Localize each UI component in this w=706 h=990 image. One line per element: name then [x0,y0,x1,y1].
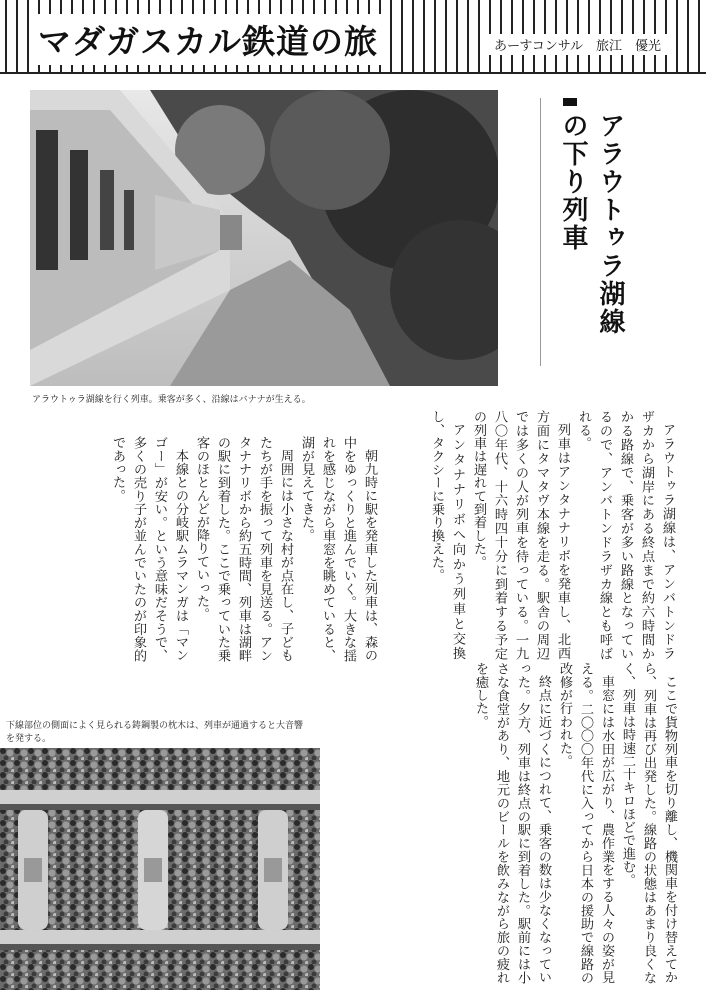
paragraph: 周囲には小さな村が点在し、子どもたちが手を振って列車を見送る。アンタナナリボから約五時間、列車は湖畔の駅に到着した。ここで乗っていた乗客のほとんどが降りていった。 [194,436,293,662]
train-photo-caption: アラウトゥラ湖線を行く列車。乗客が多く、沿線はバナナが生える。 [32,395,311,405]
article-title: マダガスカル鉄道の旅 [30,14,386,65]
paragraph: 本線との分岐駅ムラマンガは「マンゴー」が安い。という意味だそうで、多くの売り子が並んでいたのが印象的であった。 [110,436,188,662]
paragraph: 朝九時に駅を発車した列車は、森の中をゆっくりと進んでいく。大きな揺れを感じながら車窓を眺めていると、湖が見えてきた。 [299,436,377,662]
paragraph: ここで貨物列車を切り離し、機関車を付け替えてから、列車は再び出発した。線路の状態はあまり良くなく、列車は時速二十キロほどで進む。 [620,662,677,984]
body-text-block-lower-right [334,662,680,984]
header-band [0,0,706,74]
article-headline: アラウトゥラ湖線の下り列車 [558,112,625,336]
paragraph: 車窓には水田が広がり、農作業をする人々の姿が見える。二〇〇〇年代に入ってから日本の援助で線路の改修が行われた。 [557,662,614,984]
paragraph: 終点に近づくにつれて、乗客の数は少なくなっていった。夕方、列車は終点の駅に到着した。駅前には小さな食堂があり、地元のビールを飲みながら旅の疲れを癒した。 [473,662,551,984]
body-text-block-upper-right [396,410,678,660]
paragraph: 列車はアンタナナリボを発車し、北西方面にタマタヴ本線を走る。駅舎の周辺では多くの人が列車を待っている。一九八〇年代、十六時四十分に到着する予定の列車は遅れて到着した。 [471,410,570,660]
article-author: あーすコンサル 旅江 優光 [488,34,667,55]
paragraph: アンタナナリボへ向かう列車と交換し、タクシーに乗り換えた。 [429,410,465,660]
rail-photo [0,748,320,990]
headline-box [540,98,625,366]
rail-photo-caption: 下線部位の側面によく見られる鋳鋼製の枕木は、列車が通過すると大音響を発する。 [6,721,304,744]
train-photo [30,90,498,386]
paragraph: アラウトゥラ湖線は、アンバトンドラザカから湖岸にある終点まで約六時間かかる路線で、乗客が多い路線となっているので、アンバトンドラザカ線とも呼ばれる。 [576,410,675,660]
headline-marker [563,98,577,106]
body-text-block-upper-left [28,436,380,662]
